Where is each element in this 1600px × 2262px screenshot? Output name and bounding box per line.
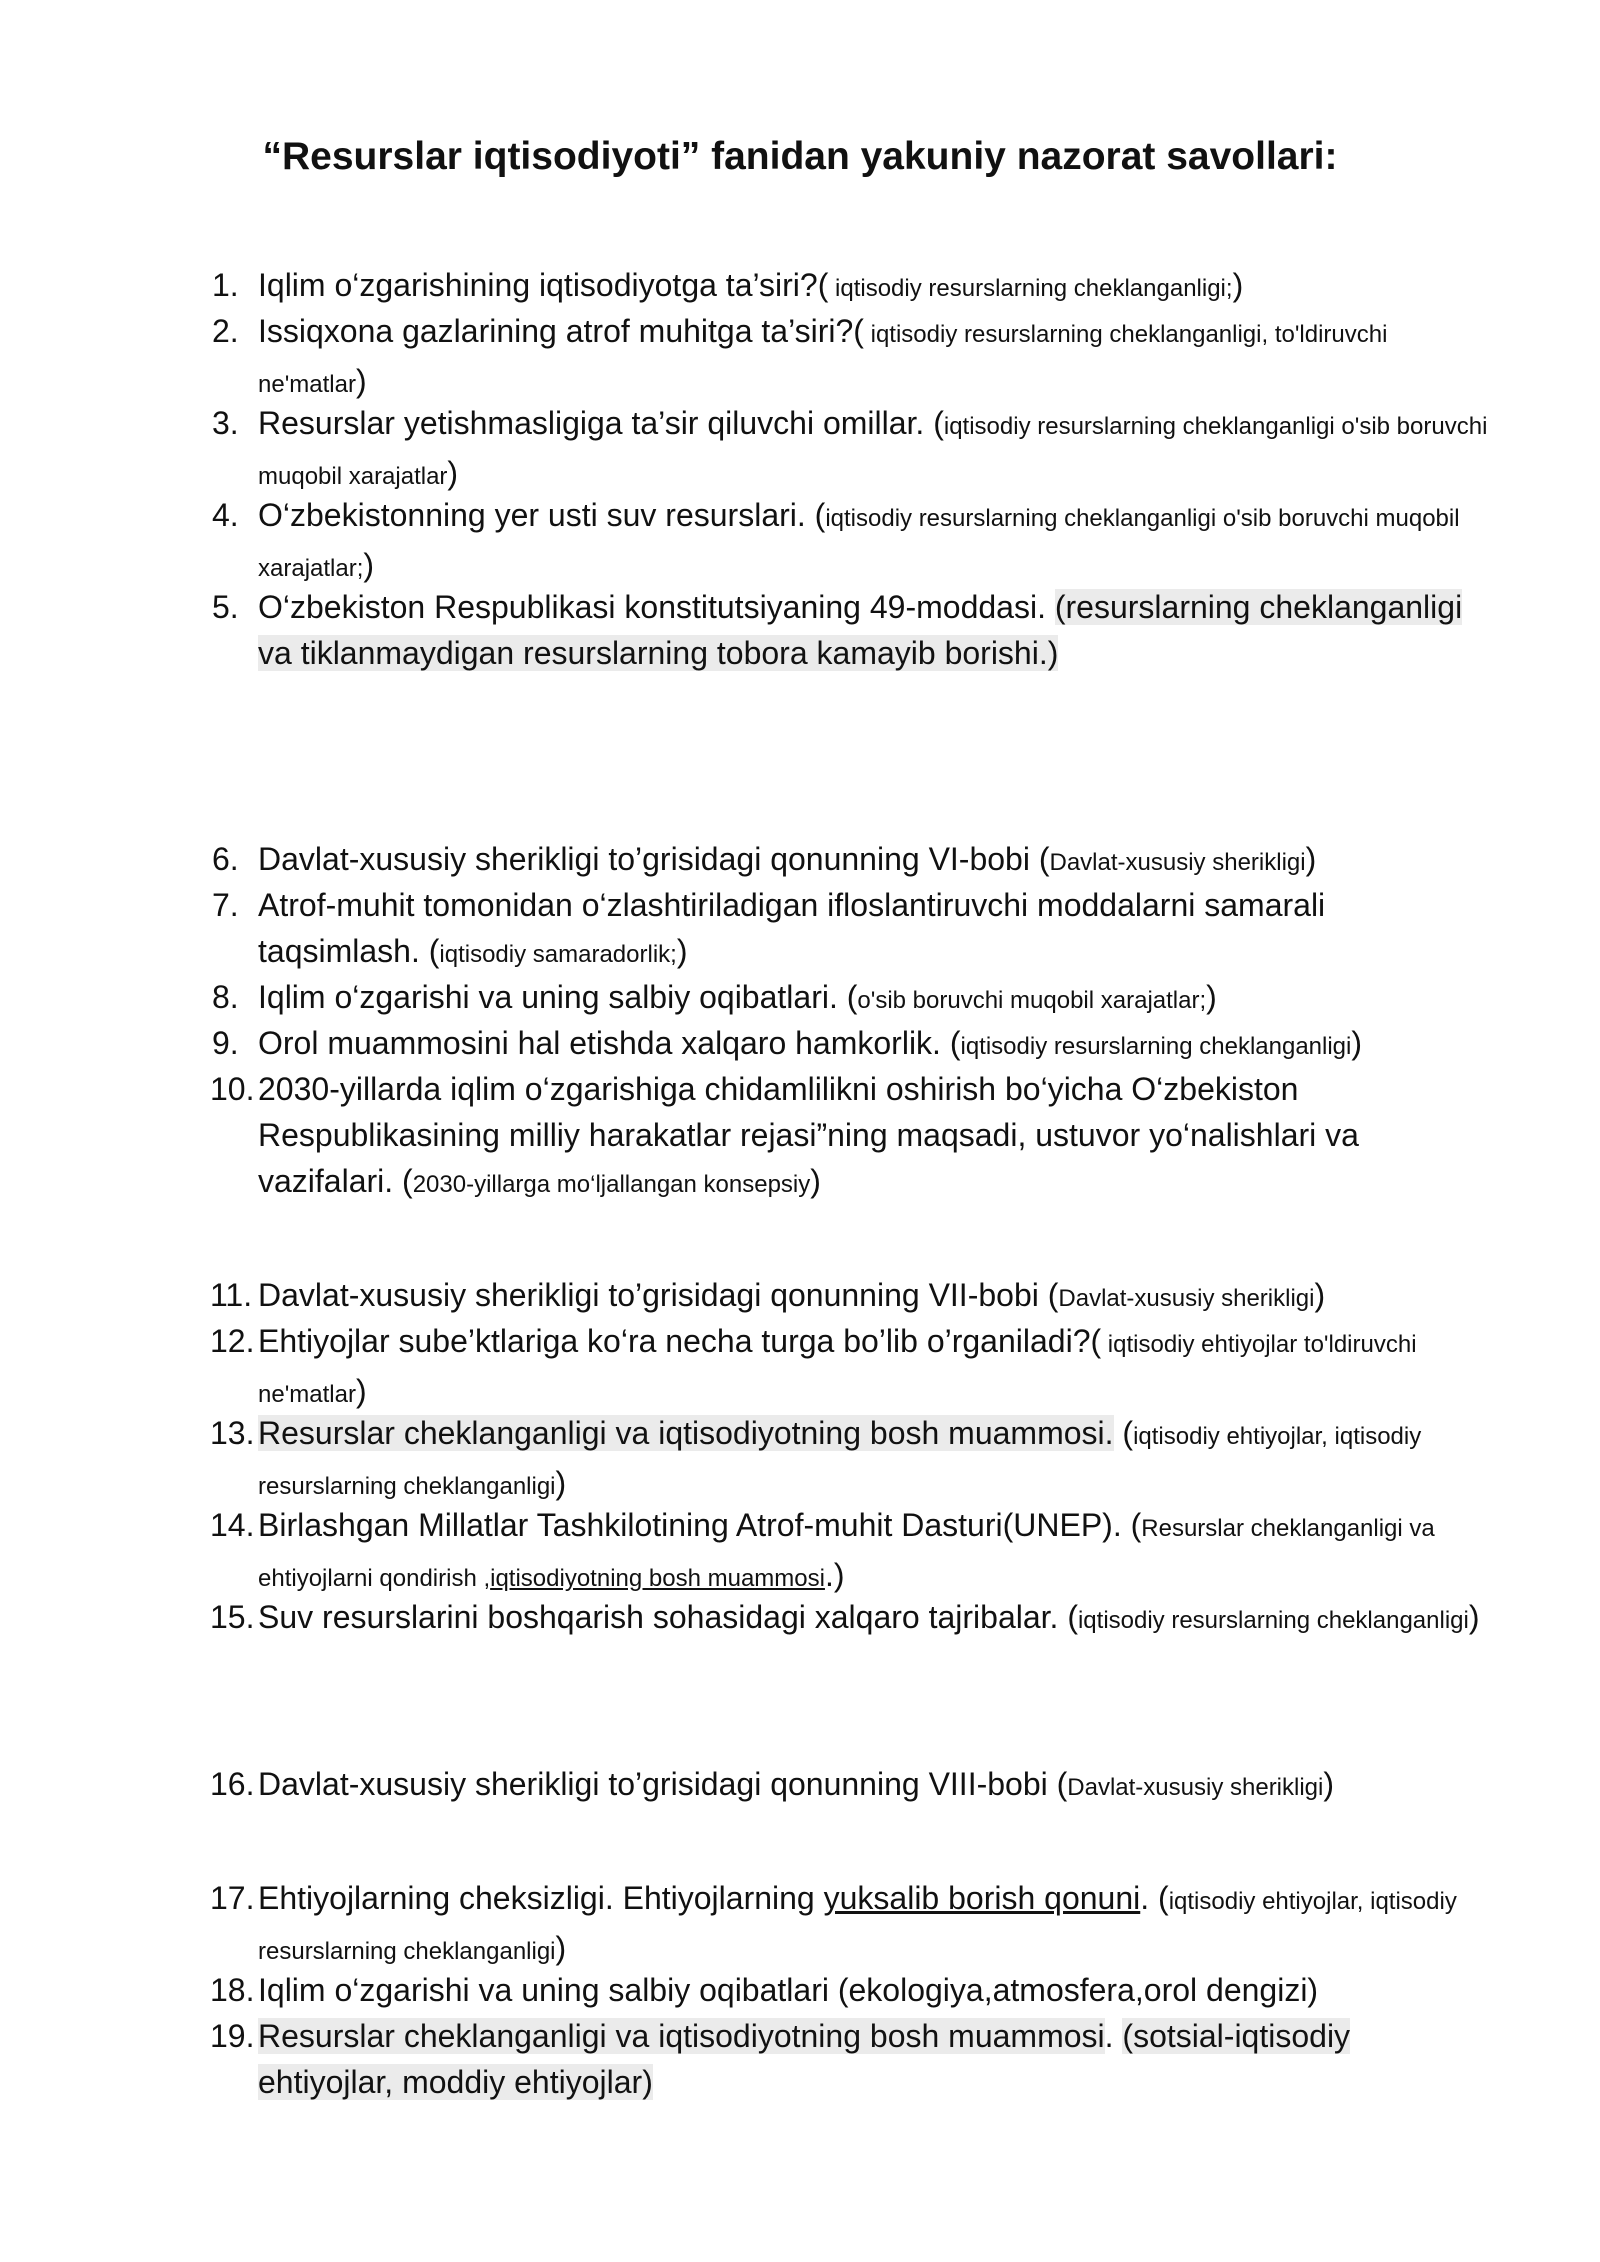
item-number: 7. bbox=[212, 887, 239, 923]
item-note: iqtisodiy resurslarning cheklanganligi bbox=[960, 1033, 1352, 1060]
page-title: “Resurslar iqtisodiyoti” fanidan yakuniy nazorat savollari: bbox=[262, 135, 1338, 178]
item-note: Resurslar cheklanganligi va ehtiyojlarni qondirish , bbox=[258, 1515, 1435, 1592]
item-text: Atrof-muhit tomonidan o‘zlashtiriladigan ifloslantiruvchi moddalarni samarali taqsimlash. (iqtisodiy samaradorlik;) bbox=[258, 887, 1326, 969]
item-note: iqtisodiy ehtiyojlar, iqtisodiy resurslarning cheklanganligi bbox=[258, 1888, 1457, 1965]
item-number: 3. bbox=[212, 405, 239, 441]
item-text: Iqlim o‘zgarishi va uning salbiy oqibatlari (ekologiya,atmosfera,orol dengizi) bbox=[258, 1972, 1319, 2008]
underlined-note: iqtisodiyotning bosh muammosi bbox=[490, 1565, 825, 1592]
underlined-text: yuksalib borish qonuni bbox=[823, 1880, 1141, 1916]
item-text: Orol muammosini hal etishda xalqaro hamkorlik. (iqtisodiy resurslarning cheklanganligi) bbox=[258, 1025, 1363, 1061]
highlighted-note: (resurslarning cheklanganligi va tiklanmaydigan resurslarning tobora kamayib borishi.) bbox=[258, 589, 1463, 671]
highlighted-text: Resurslar cheklanganligi va iqtisodiyotning bosh muammosi. bbox=[258, 1415, 1114, 1451]
item-note: iqtisodiy ehtiyojlar, iqtisodiy resurslarning cheklanganligi bbox=[258, 1423, 1422, 1500]
item-text: Ehtiyojlarning cheksizligi. Ehtiyojlarning yuksalib borish qonuni. (iqtisodiy ehtiyojlar, iqtisodiy resurslarning cheklanganligi) bbox=[258, 1880, 1457, 1966]
item-text: Iqlim o‘zgarishining iqtisodiyotga ta’siri?( iqtisodiy resurslarning cheklanganligi;) bbox=[258, 267, 1244, 303]
item-note: iqtisodiy resurslarning cheklanganligi bbox=[1077, 1607, 1469, 1634]
item-number: 12. bbox=[210, 1323, 255, 1359]
item-text: Davlat-xususiy sherikligi to’grisidagi qonunning VIII-bobi (Davlat-xususiy sherikligi) bbox=[258, 1766, 1335, 1802]
item-number: 18. bbox=[210, 1972, 255, 2008]
item-note: o'sib boruvchi muqobil xarajatlar; bbox=[857, 987, 1207, 1014]
item-number: 17. bbox=[210, 1880, 255, 1916]
item-note: iqtisodiy resurslarning cheklanganligi, to'ldiruvchi ne'matlar bbox=[258, 321, 1388, 398]
item-note: 2030-yillarga mo‘ljallangan konsepsiy bbox=[412, 1171, 811, 1198]
item-number: 8. bbox=[212, 979, 239, 1015]
item-text: Ehtiyojlar sube’ktlariga ko‘ra necha turga bo’lib o’rganiladi?( iqtisodiy ehtiyojlar to'ldiruvchi ne'matlar) bbox=[258, 1323, 1417, 1409]
item-note: Davlat-xususiy sherikligi bbox=[1049, 849, 1306, 876]
item-note: Davlat-xususiy sherikligi bbox=[1058, 1285, 1315, 1312]
item-text: Issiqxona gazlarining atrof muhitga ta’siri?( iqtisodiy resurslarning cheklanganligi, to'ldiruvchi ne'matlar) bbox=[258, 313, 1388, 399]
item-text: Resurslar cheklanganligi va iqtisodiyotning bosh muammosi. (sotsial-iqtisodiy ehtiyojlar, moddiy ehtiyojlar) bbox=[258, 2018, 1351, 2100]
item-text: Birlashgan Millatlar Tashkilotining Atrof-muhit Dasturi(UNEP). (Resurslar cheklanganligi va ehtiyojlarni qondirish ,iqtisodiyotning bosh muammosi.) bbox=[258, 1507, 1435, 1593]
item-text: O‘zbekiston Respublikasi konstitutsiyaning 49-moddasi. (resurslarning cheklanganligi va tiklanmaydigan resurslarning tobora kamayib borishi.) bbox=[258, 589, 1463, 671]
item-note: iqtisodiy ehtiyojlar to'ldiruvchi ne'matlar bbox=[258, 1331, 1417, 1408]
item-number: 9. bbox=[212, 1025, 239, 1061]
item-note: Davlat-xususiy sherikligi bbox=[1067, 1774, 1324, 1801]
item-number: 19. bbox=[210, 2018, 255, 2054]
item-number: 10. bbox=[210, 1071, 255, 1107]
item-note: iqtisodiy resurslarning cheklanganligi; bbox=[828, 275, 1233, 302]
item-note: iqtisodiy resurslarning cheklanganligi o'sib boruvchi muqobil xarajatlar bbox=[258, 413, 1488, 490]
item-number: 11. bbox=[210, 1277, 253, 1313]
item-text: Davlat-xususiy sherikligi to’grisidagi qonunning VII-bobi (Davlat-xususiy sherikligi) bbox=[258, 1277, 1326, 1313]
item-text: Davlat-xususiy sherikligi to’grisidagi qonunning VI-bobi (Davlat-xususiy sherikligi) bbox=[258, 841, 1317, 877]
item-number: 16. bbox=[210, 1766, 255, 1802]
highlighted-text: Resurslar cheklanganligi va iqtisodiyotning bosh muammosi bbox=[258, 2018, 1105, 2054]
item-number: 1. bbox=[212, 267, 239, 303]
item-number: 14. bbox=[210, 1507, 255, 1543]
item-number: 13. bbox=[210, 1415, 255, 1451]
item-number: 2. bbox=[212, 313, 239, 349]
item-text: Resurslar cheklanganligi va iqtisodiyotning bosh muammosi. (iqtisodiy ehtiyojlar, iqtisodiy resurslarning cheklanganligi) bbox=[258, 1415, 1422, 1501]
item-text: Resurslar yetishmasligiga ta’sir qiluvchi omillar. (iqtisodiy resurslarning cheklanganligi o'sib boruvchi muqobil xarajatlar) bbox=[258, 405, 1488, 491]
item-number: 5. bbox=[212, 589, 239, 625]
item-note: iqtisodiy resurslarning cheklanganligi o'sib boruvchi muqobil xarajatlar; bbox=[258, 505, 1460, 582]
item-text: 2030-yillarda iqlim o‘zgarishiga chidamlilikni oshirish bo‘yicha O‘zbekiston Respublikasining milliy harakatlar rejasi”ning maqsadi, ustuvor yo‘nalishlari va vazifalari. (2030-yillarga mo‘ljallangan konsepsiy) bbox=[258, 1071, 1359, 1199]
item-note: iqtisodiy samaradorlik; bbox=[439, 941, 677, 968]
highlighted-note: (sotsial-iqtisodiy ehtiyojlar, moddiy ehtiyojlar) bbox=[258, 2018, 1351, 2100]
item-number: 4. bbox=[212, 497, 239, 533]
item-number: 6. bbox=[212, 841, 239, 877]
item-number: 15. bbox=[210, 1599, 255, 1635]
item-text: Suv resurslarini boshqarish sohasidagi xalqaro tajribalar. (iqtisodiy resurslarning cheklanganligi) bbox=[258, 1599, 1480, 1635]
item-text: O‘zbekistonning yer usti suv resurslari. (iqtisodiy resurslarning cheklanganligi o'sib boruvchi muqobil xarajatlar;) bbox=[258, 497, 1460, 583]
item-text: Iqlim o‘zgarishi va uning salbiy oqibatlari. (o'sib boruvchi muqobil xarajatlar;) bbox=[258, 979, 1217, 1015]
